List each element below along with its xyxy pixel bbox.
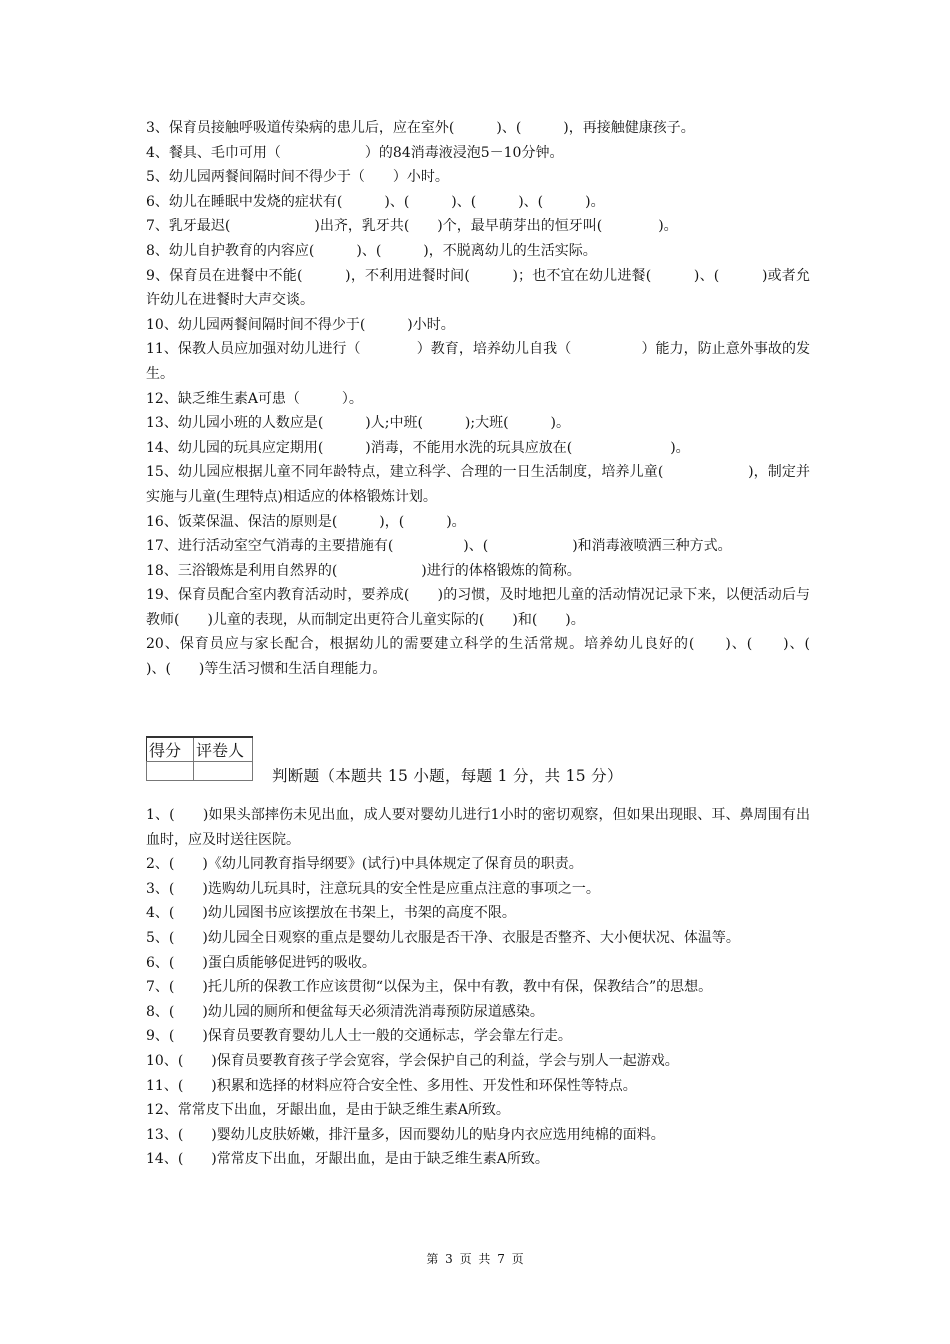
question-20: 20、保育员应与家长配合，根据幼儿的需要建立科学的生活常规。培养幼儿良好的( )、( )、( )、( )等生活习惯和生活自理能力。: [146, 636, 838, 678]
question-6: 6、幼儿在睡眠中发烧的症状有( )、( )、( )、( )。: [146, 193, 605, 210]
score-box: [146, 736, 253, 781]
question-15: 15、幼儿园应根据儿童不同年龄特点，建立科学、合理的一日生活制度，培养儿童( )，制定并实施与儿童(生理特点)相适应的体格锻炼计划。: [146, 464, 810, 505]
judge-item-13: 13、( )婴幼儿皮肤娇嫩，排汗量多，因而婴幼儿的贴身内衣应选用纯棉的面料。: [146, 1126, 665, 1143]
judge-item-1: 1、( )如果头部摔伤未见出血，成人要对婴幼儿进行1小时的密切观察，但如果出现眼、耳、鼻周围有出血时，应及时送往医院。: [146, 807, 810, 848]
page-number: 第 3 页 共 7 页: [426, 1252, 524, 1266]
reviewer-cell: [194, 762, 253, 781]
judge-item-3: 3、( )选购幼儿玩具时，注意玩具的安全性是应重点注意的事项之一。: [146, 880, 600, 897]
question-8: 8、幼儿自护教育的内容应( )、( )，不脱离幼儿的生活实际。: [146, 242, 597, 259]
question-7: 7、乳牙最迟( )出齐，乳牙共( )个，最早萌芽出的恒牙叫( )。: [146, 218, 678, 235]
question-19: 19、保育员配合室内教育活动时，要养成( )的习惯，及时地把儿童的活动情况记录下来，以便活动后与教师( )儿童的表现，从而制定出更符合儿童实际的( )和( )。: [146, 587, 810, 628]
question-17: 17、进行活动室空气消毒的主要措施有( )、( )和消毒液喷洒三种方式。: [146, 538, 732, 555]
question-5: 5、幼儿园两餐间隔时间不得少于（ ）小时。: [146, 169, 449, 186]
judge-item-4: 4、( )幼儿园图书应该摆放在书架上，书架的高度不限。: [146, 905, 516, 922]
question-10: 10、幼儿园两餐间隔时间不得少于( )小时。: [146, 316, 455, 333]
question-18: 18、三浴锻炼是利用自然界的( )进行的体格锻炼的简称。: [146, 562, 581, 579]
judge-item-8: 8、( )幼儿园的厕所和便盆每天必须清洗消毒预防尿道感染。: [146, 1003, 544, 1020]
score-cell: [147, 762, 194, 781]
score-label: 得分: [147, 737, 194, 762]
reviewer-label: 评卷人: [194, 737, 253, 762]
question-14: 14、幼儿园的玩具应定期用( )消毒，不能用水洗的玩具应放在( )。: [146, 439, 690, 456]
judge-item-10: 10、( )保育员要教育孩子学会宽容，学会保护自己的利益，学会与别人一起游戏。: [146, 1052, 679, 1069]
judge-item-14: 14、( )常常皮下出血，牙龈出血，是由于缺乏维生素A所致。: [146, 1151, 549, 1168]
judge-item-2: 2、( )《幼儿同教育指导纲要》(试行)中具体规定了保育员的职责。: [146, 856, 583, 873]
judge-item-9: 9、( )保育员要教育婴幼儿人士一般的交通标志，学会靠左行走。: [146, 1028, 572, 1045]
question-16: 16、饭菜保温、保洁的原则是( )，( )。: [146, 513, 466, 530]
question-9: 9、保育员在进餐中不能( )，不利用进餐时间( )；也不宜在幼儿进餐( )、( )或者允许幼儿在进餐时大声交谈。: [146, 267, 810, 309]
fill-blank-section: [146, 116, 838, 682]
question-12: 12、缺乏维生素A可患（ ）。: [146, 390, 363, 407]
judge-item-11: 11、( )积累和选择的材料应符合安全性、多用性、开发性和环保性等特点。: [146, 1077, 637, 1094]
question-3: 3、保育员接触呼吸道传染病的患儿后，应在室外( )、( )，再接触健康孩子。: [146, 120, 695, 136]
judge-section: [146, 803, 810, 1172]
judge-item-12: 12、常常皮下出血，牙龈出血，是由于缺乏维生素A所致。: [146, 1102, 510, 1119]
judge-item-7: 7、( )托儿所的保教工作应该贯彻“以保为主，保中有教，教中有保，保教结合”的思想。: [146, 979, 713, 996]
question-4: 4、餐具、毛巾可用（ ）的84消毒液浸泡5－10分钟。: [146, 144, 564, 161]
judge-section-title: 判断题（本题共 15 小题，每题 1 分，共 15 分）: [272, 767, 623, 785]
question-11: 11、保教人员应加强对幼儿进行（ ）教育，培养幼儿自我（ ）能力，防止意外事故的发生。: [146, 341, 810, 382]
question-13: 13、幼儿园小班的人数应是( )人;中班( );大班( )。: [146, 415, 571, 432]
judge-item-6: 6、( )蛋白质能够促进钙的吸收。: [146, 954, 376, 971]
judge-item-5: 5、( )幼儿园全日观察的重点是婴幼儿衣服是否干净、衣服是否整齐、大小便状况、体温等。: [146, 929, 740, 946]
